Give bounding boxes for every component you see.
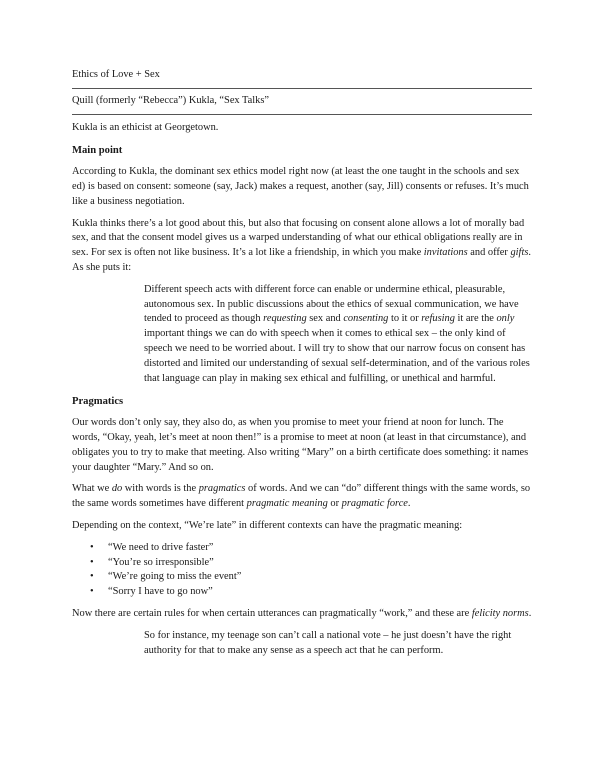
main-point-paragraph-2: Kukla thinks there’s a lot good about this, but also that focusing on consent alone allows a lot of morally bad sex, and that the consent model gives us a warped understanding of what our ethical obligations really are in sex. For sex is often not like business. It’s a lot like a friendship, in which you make invitations and offer gifts. As she puts it: [72, 217, 531, 273]
pragmatics-paragraph-1: Our words don’t only say, they also do, as when you promise to meet your friend at noon for lunch. The words, “Okay, yeah, let’s meet at noon then!” is a promise to meet at noon (at least in that circumstance), and obligates you to try to make that meeting. Also writing “Mary” on a birth certificate does something: it names your daughter “Mary.” And so on. [72, 417, 529, 473]
course-title: Ethics of Love + Sex [72, 68, 532, 89]
list-item: • “Sorry I have to go now” [108, 585, 532, 600]
main-point-paragraph-1: According to Kukla, the dominant sex ethics model right now (at least the one taught in the schools and sex ed) is based on consent: someone (say, Jack) makes a request, another (say, Jill) consents or refuses. It’s much like a business negotiation. [72, 166, 529, 207]
document-page [72, 68, 532, 665]
pragmatics-paragraph-4: Now there are certain rules for when certain utterances can pragmatically “work,” and these are felicity norms. [72, 607, 532, 619]
kukla-quote: Different speech acts with different force can enable or undermine ethical, pleasurable, autonomous sex. In public discussions about the ethics of sexual communication, we have tended to proceed as though requesting sex and consenting to it or refusing it are the only important things we can do with speech when it comes to ethical sex – the only kind of speech we need to be worried about. I will try to show that our narrow focus on consent has distorted and limited our understanding of sexual self-determination, and of the various roles that language can play in making sex ethical and fulfilling, or unethical and harmful. [144, 283, 530, 384]
pragmatics-heading: Pragmatics [72, 396, 124, 408]
intro-paragraph: Kukla is an ethicist at Georgetown. [72, 121, 219, 133]
main-point-heading: Main point [72, 145, 123, 157]
pragmatics-paragraph-3: Depending on the context, “We’re late” in different contexts can have the pragmatic meaning: [72, 519, 463, 531]
list-item: • “We need to drive faster” [108, 541, 532, 556]
list-item: • “We’re going to miss the event” [108, 570, 532, 585]
pragmatic-meaning-list [72, 541, 532, 600]
pragmatics-paragraph-2: What we do with words is the pragmatics of words. And we can “do” different things with the same words, so the same words sometimes have different pragmatic meaning or pragmatic force. [72, 483, 531, 510]
list-item: • “You’re so irresponsible” [108, 556, 532, 571]
felicity-example-quote: So for instance, my teenage son can’t call a national vote – he just doesn’t have the right authority for that to make any sense as a speech act that he can perform. [144, 629, 512, 656]
lecture-title: Quill (formerly “Rebecca”) Kukla, “Sex Talks” [72, 89, 532, 115]
